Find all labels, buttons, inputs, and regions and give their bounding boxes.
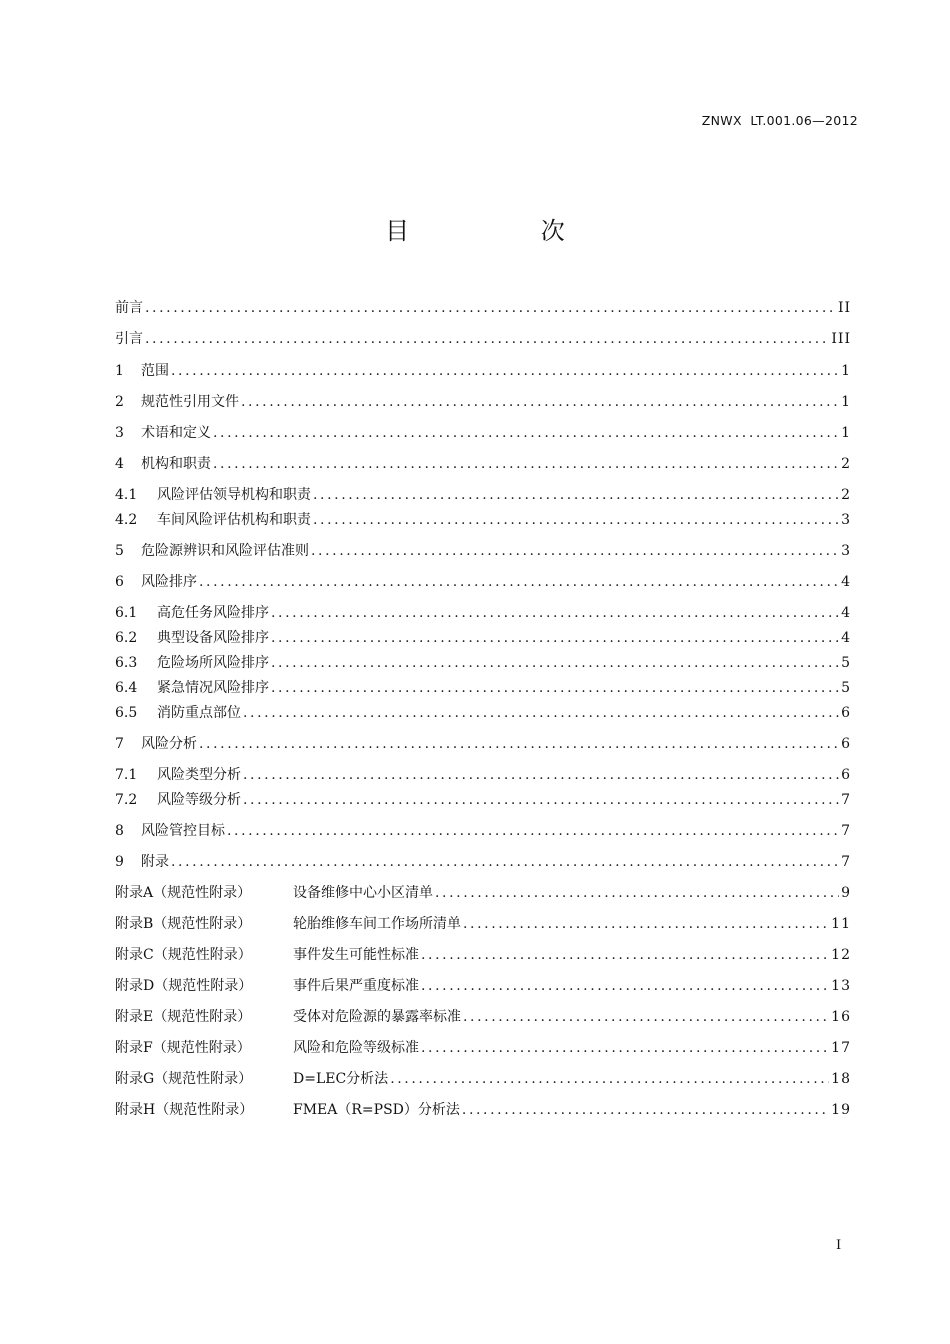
toc-entry-page: 1	[841, 363, 851, 379]
toc-entry[interactable]	[115, 914, 851, 934]
toc-entry-title: 风险排序	[141, 574, 197, 590]
toc-entry[interactable]	[115, 703, 851, 723]
toc-dot-leader	[213, 454, 839, 474]
toc-entry-title: 高危任务风险排序	[157, 605, 269, 621]
toc-entry-title: FMEA（R=PSD）分析法	[293, 1102, 460, 1118]
toc-dot-leader	[271, 653, 839, 673]
toc-entry-page: 2	[841, 456, 851, 472]
document-code: ZNWX LT.001.06—2012	[701, 113, 858, 128]
toc-entry-title: 范围	[141, 363, 169, 379]
toc-entry[interactable]	[115, 361, 851, 381]
toc-dot-leader	[171, 361, 839, 381]
toc-dot-leader	[313, 510, 839, 530]
toc-dot-leader	[199, 572, 839, 592]
toc-dot-leader	[463, 1007, 829, 1027]
toc-entry-number: 附录H（规范性附录）	[115, 1102, 254, 1118]
toc-entry[interactable]	[115, 821, 851, 841]
toc-entry-title: 受体对危险源的暴露率标准	[293, 1009, 461, 1025]
toc-dot-leader	[243, 790, 839, 810]
toc-entry-number: 6.2	[115, 630, 138, 646]
toc-entry-title: 紧急情况风险排序	[157, 680, 269, 696]
toc-entry-title: 消防重点部位	[157, 705, 241, 721]
toc-entry-number: 6	[115, 574, 124, 590]
toc-entry-page: 6	[841, 736, 851, 752]
toc-entry[interactable]	[115, 329, 851, 349]
toc-entry-page: 11	[831, 916, 851, 932]
toc-entry[interactable]	[115, 298, 851, 318]
toc-entry-title: 风险类型分析	[157, 767, 241, 783]
toc-entry[interactable]	[115, 1007, 851, 1027]
toc-entry-number: 4.2	[115, 512, 138, 528]
toc-entry-page: II	[837, 300, 851, 316]
toc-entry-page: 6	[841, 767, 851, 783]
toc-entry[interactable]	[115, 1100, 851, 1120]
toc-entry-title: 风险评估领导机构和职责	[157, 487, 311, 503]
toc-entry-page: 17	[831, 1040, 851, 1056]
toc-entry[interactable]	[115, 572, 851, 592]
toc-entry-number: 9	[115, 854, 124, 870]
toc-dot-leader	[213, 423, 839, 443]
toc-entry-number: 附录G（规范性附录）	[115, 1071, 253, 1087]
toc-entry-page: 4	[841, 630, 851, 646]
toc-dot-leader	[311, 541, 839, 561]
toc-dot-leader	[241, 392, 839, 412]
toc-entry-number: 1	[115, 363, 124, 379]
toc-entry[interactable]	[115, 423, 851, 443]
toc-entry[interactable]	[115, 485, 851, 505]
toc-entry-number: 2	[115, 394, 124, 410]
toc-entry[interactable]	[115, 1038, 851, 1058]
toc-entry-number: 附录F（规范性附录）	[115, 1040, 251, 1056]
toc-entry-title: 前言	[115, 300, 143, 316]
toc-entry-number: 7.2	[115, 792, 138, 808]
toc-entry[interactable]	[115, 765, 851, 785]
toc-dot-leader	[435, 883, 839, 903]
page-title: 目 次	[385, 217, 627, 245]
toc-entry-number: 4	[115, 456, 124, 472]
toc-dot-leader	[271, 678, 839, 698]
toc-entry-title: 事件发生可能性标准	[293, 947, 419, 963]
toc-entry-page: 12	[831, 947, 851, 963]
toc-entry-page: 18	[831, 1071, 851, 1087]
toc-dot-leader	[390, 1069, 829, 1089]
toc-entry-page: 19	[831, 1102, 851, 1118]
toc-entry-page: 5	[841, 680, 851, 696]
toc-entry-page: 3	[841, 512, 851, 528]
toc-entry-number: 4.1	[115, 487, 138, 503]
toc-dot-leader	[421, 976, 829, 996]
toc-entry-page: 1	[841, 394, 851, 410]
toc-entry-title: 车间风险评估机构和职责	[157, 512, 311, 528]
toc-entry-title: 轮胎维修车间工作场所清单	[293, 916, 461, 932]
toc-dot-leader	[462, 1100, 829, 1120]
toc-entry-title: 设备维修中心小区清单	[293, 885, 433, 901]
toc-dot-leader	[421, 1038, 829, 1058]
toc-entry[interactable]	[115, 1069, 851, 1089]
toc-entry[interactable]	[115, 392, 851, 412]
toc-entry[interactable]	[115, 734, 851, 754]
toc-entry-page: 16	[831, 1009, 851, 1025]
toc-dot-leader	[145, 298, 836, 318]
toc-entry-page: 7	[841, 854, 851, 870]
toc-entry-number: 附录B（规范性附录）	[115, 916, 252, 932]
toc-entry[interactable]	[115, 678, 851, 698]
toc-entry-page: 7	[841, 823, 851, 839]
toc-entry-number: 7	[115, 736, 124, 752]
toc-entry-page: 4	[841, 574, 851, 590]
toc-entry-number: 6.1	[115, 605, 138, 621]
toc-entry-number: 附录E（规范性附录）	[115, 1009, 252, 1025]
toc-entry[interactable]	[115, 510, 851, 530]
toc-entry-page: 6	[841, 705, 851, 721]
toc-dot-leader	[199, 734, 839, 754]
toc-dot-leader	[313, 485, 839, 505]
toc-entry-number: 3	[115, 425, 124, 441]
toc-entry-title: 术语和定义	[141, 425, 211, 441]
toc-entry-page: 5	[841, 655, 851, 671]
toc-entry[interactable]	[115, 454, 851, 474]
toc-entry-title: 风险和危险等级标准	[293, 1040, 419, 1056]
toc-entry-title: 事件后果严重度标准	[293, 978, 419, 994]
toc-entry[interactable]	[115, 852, 851, 872]
toc-entry[interactable]	[115, 603, 851, 623]
toc-entry[interactable]	[115, 541, 851, 561]
toc-entry-title: 规范性引用文件	[141, 394, 239, 410]
toc-dot-leader	[463, 914, 829, 934]
toc-entry-title: 附录	[141, 854, 169, 870]
toc-dot-leader	[243, 765, 839, 785]
toc-dot-leader	[271, 603, 839, 623]
toc-entry-number: 附录C（规范性附录）	[115, 947, 252, 963]
toc-dot-leader	[421, 945, 829, 965]
toc-entry-number: 6.3	[115, 655, 138, 671]
toc-entry-number: 8	[115, 823, 124, 839]
toc-entry-page: III	[831, 331, 851, 347]
toc-entry-page: 7	[841, 792, 851, 808]
toc-entry-number: 6.5	[115, 705, 138, 721]
toc-entry-title: 典型设备风险排序	[157, 630, 269, 646]
toc-entry-title: D=LEC分析法	[293, 1071, 389, 1087]
page-number: I	[836, 1238, 842, 1253]
toc-entry-page: 2	[841, 487, 851, 503]
toc-entry[interactable]	[115, 976, 851, 996]
toc-dot-leader	[227, 821, 839, 841]
toc-dot-leader	[145, 329, 829, 349]
toc-entry-page: 9	[841, 885, 851, 901]
toc-entry-number: 附录D（规范性附录）	[115, 978, 253, 994]
toc-dot-leader	[243, 703, 839, 723]
toc-entry[interactable]	[115, 883, 851, 903]
toc-dot-leader	[271, 628, 839, 648]
toc-dot-leader	[171, 852, 839, 872]
toc-entry-title: 危险场所风险排序	[157, 655, 269, 671]
toc-entry-page: 13	[831, 978, 851, 994]
toc-entry-title: 机构和职责	[141, 456, 211, 472]
toc-entry-number: 5	[115, 543, 124, 559]
toc-entry-page: 1	[841, 425, 851, 441]
toc-entry-title: 风险分析	[141, 736, 197, 752]
toc-entry[interactable]	[115, 945, 851, 965]
toc-entry-title: 危险源辨识和风险评估准则	[141, 543, 309, 559]
toc-entry[interactable]	[115, 790, 851, 810]
toc-entry[interactable]	[115, 653, 851, 673]
toc-entry-title: 风险等级分析	[157, 792, 241, 808]
toc-entry-number: 7.1	[115, 767, 138, 783]
toc-entry-number: 6.4	[115, 680, 138, 696]
toc-entry-title: 风险管控目标	[141, 823, 225, 839]
toc-entry-number: 附录A（规范性附录）	[115, 885, 252, 901]
toc-entry[interactable]	[115, 628, 851, 648]
toc-entry-page: 4	[841, 605, 851, 621]
toc-entry-title: 引言	[115, 331, 143, 347]
toc-entry-page: 3	[841, 543, 851, 559]
